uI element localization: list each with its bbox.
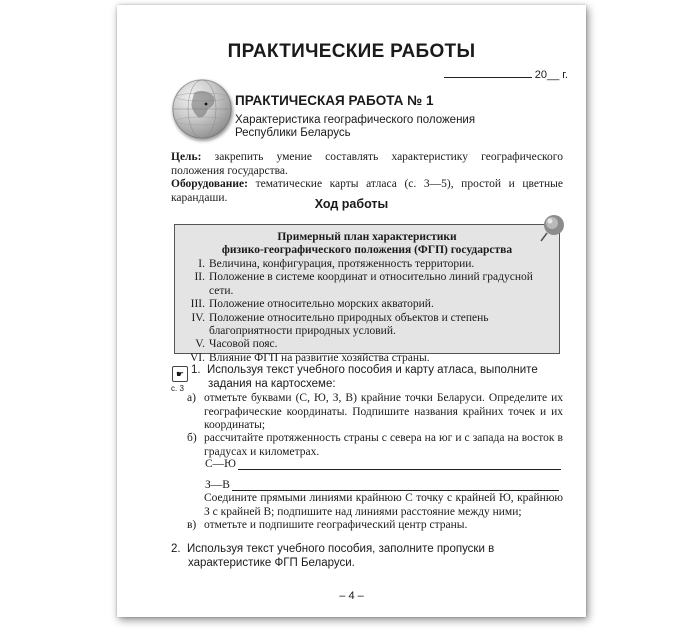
connect-instruction (204, 492, 563, 519)
plan-item-number: II. (194, 271, 205, 284)
task-1-text (191, 364, 563, 391)
goal-text: закрепить умение составлять характеристику географического положения государства. (171, 151, 563, 177)
date-blank-line (444, 67, 532, 78)
date-field (444, 67, 568, 81)
sub-b-text: рассчитайте протяженность страны с севера на юг и с запада на восток в градусах и километрах. (204, 432, 563, 458)
plan-item-text: Часовой пояс. (209, 338, 278, 351)
plan-title-line-2: физико-географического положения (ФГП) государства (221, 244, 513, 256)
work-title: ПРАКТИЧЕСКАЯ РАБОТА № 1 (235, 93, 434, 108)
task-2-instruction: Используя текст учебного пособия, заполните пропуски в характеристике ФГП Беларуси. (186, 543, 495, 569)
equipment-label: Оборудование: (171, 178, 248, 190)
task-1-sub-b (187, 432, 563, 459)
page-number: – 4 – (339, 590, 364, 602)
plan-title-line-1: Примерный план характеристики (277, 231, 457, 243)
sub-c-letter: в) (187, 519, 197, 531)
course-heading: Ход работы (314, 197, 389, 211)
plan-item-text: Влияние ФГП на развитие хозяйства страны. (209, 351, 430, 364)
answer-line-north-south (205, 458, 561, 470)
plan-list (175, 258, 559, 365)
work-subtitle (235, 114, 495, 140)
plan-item (175, 338, 559, 351)
globe-icon (172, 79, 232, 139)
plan-item-text: Величина, конфигурация, протяженность территории. (209, 258, 475, 270)
workbook-page (117, 5, 586, 617)
plan-item-number: I. (198, 258, 205, 270)
plan-item-number: IV. (191, 311, 205, 324)
plan-item-text: Положение относительно природных объектов и степень благоприятности природных условий. (209, 311, 489, 338)
plan-box (174, 224, 560, 364)
globe-graphic (172, 79, 232, 139)
textbook-icon: ☛ (172, 366, 188, 382)
plan-item-text: Положение относительно морских акваторий. (209, 298, 434, 311)
plan-item-number: VI. (189, 351, 205, 364)
page-reference: с. 3 (171, 384, 184, 393)
task-1 (191, 364, 563, 391)
goal-paragraph (171, 151, 563, 178)
task-1-number: 1. (191, 364, 201, 376)
answer-blank[interactable] (232, 479, 559, 491)
task-1-sub-a (187, 392, 563, 433)
plan-item (175, 258, 559, 271)
plan-item-number: III. (190, 298, 205, 311)
plan-item-number: V. (195, 338, 205, 351)
date-suffix: 20__ г. (534, 69, 568, 81)
plan-item-text: Положение в системе координат и относительно линий градусной сети. (209, 271, 533, 297)
page-title: ПРАКТИЧЕСКИЕ РАБОТЫ (227, 41, 476, 62)
task-1-sub-c (187, 519, 563, 533)
task-2-number: 2. (171, 543, 181, 555)
pushpin-icon (535, 211, 569, 245)
plan-item (175, 298, 559, 311)
work-subtitle-line-2: Республики Беларусь (235, 127, 351, 139)
goal-label: Цель: (171, 151, 202, 163)
plan-item (175, 312, 559, 339)
connect-text: Соедините прямыми линиями крайнюю С точку с крайней Ю, крайнюю З с крайней В; подпишите над линиями расстояние между ними; (204, 492, 563, 518)
answer-line-west-east (205, 479, 559, 491)
sub-c-text: отметьте и подпишите географический центр страны. (204, 519, 468, 531)
answer-line-label: С—Ю (205, 458, 236, 470)
answer-blank[interactable] (238, 458, 561, 470)
sub-b-letter: б) (187, 432, 197, 444)
plan-item (175, 271, 559, 298)
answer-line-label: З—В (205, 479, 230, 491)
task-2 (171, 543, 563, 570)
plan-title (175, 231, 559, 257)
sub-a-text: отметьте буквами (С, Ю, З, В) крайние точки Беларуси. Определите их географические координаты. Подпишите названия крайних точек и их координаты; (204, 392, 563, 431)
equipment-text: тематические карты атласа (с. 3—5), простой и цветные карандаши. (171, 178, 563, 204)
sub-a-letter: а) (187, 392, 196, 404)
work-subtitle-line-1: Характеристика географического положения (235, 114, 476, 126)
task-1-instruction: Используя текст учебного пособия и карту атласа, выполните задания на картосхеме: (206, 364, 538, 390)
